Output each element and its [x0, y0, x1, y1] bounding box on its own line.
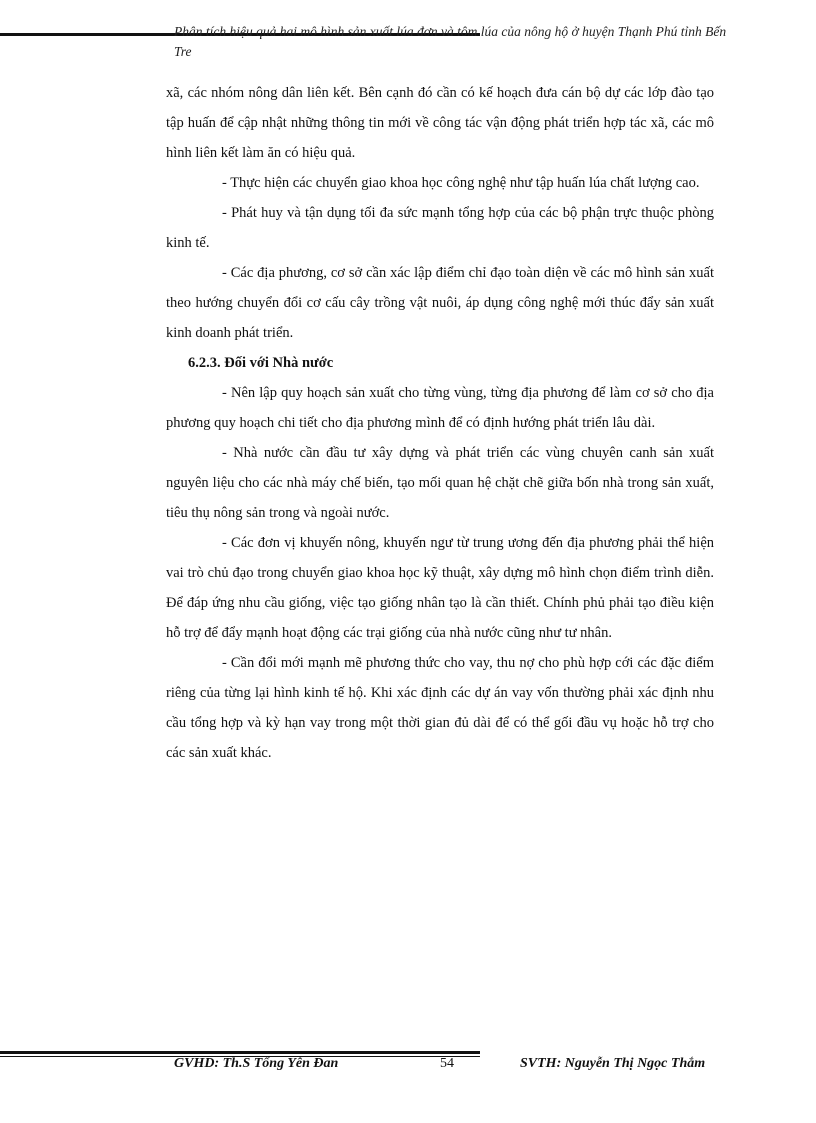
paragraph-3: - Phát huy và tận dụng tối đa sức mạnh tổng hợp của các bộ phận trực thuộc phòng kinh tế. [166, 205, 714, 251]
footer-student: SVTH: Nguyễn Thị Ngọc Thắm [520, 1056, 706, 1071]
paragraph-5: - Nên lập quy hoạch sản xuất cho từng vùng, từng địa phương để làm cơ sở cho địa phương quy hoạch chi tiết cho địa phương mình để có định hướng phát triển lâu dài. [166, 385, 714, 431]
section-heading: 6.2.3. Đối với Nhà nước [188, 355, 334, 371]
paragraph-1: xã, các nhóm nông dân liên kết. Bên cạnh đó cần có kế hoạch đưa cán bộ dự các lớp đào tạo tập huấn để cập nhật những thông tin mới về công tác vận động phát triển hợp tác xã, các mô hình liên kết làm ăn có hiệu quả. [166, 85, 714, 161]
footer-advisor: GVHD: Th.S Tống Yên Đan [174, 1056, 339, 1071]
page-body [166, 78, 714, 768]
paragraph-8: - Cần đổi mới mạnh mẽ phương thức cho vay, thu nợ cho phù hợp cới các đặc điểm riêng của từng lại hình kinh tế hộ. Khi xác định các dự án vay vốn thường phải xác định nhu cầu tổng hợp và kỳ hạn vay trong một thời gian đủ dài để có thể gối đầu vụ hoặc hỗ trợ cho các sản xuất khác. [166, 655, 714, 761]
running-header: Phân tích hiệu quả hai mô hình sản xuất lúa đơn và tôm lúa của nông hộ ở huyện Thạnh Phú tỉnh Bến Tre [174, 24, 727, 59]
paragraph-7: - Các đơn vị khuyến nông, khuyến ngư từ trung ương đến địa phương phải thể hiện vai trò chủ đạo trong chuyển giao khoa học kỹ thuật, xây dựng mô hình chọn điểm trình diễn. Để đáp ứng nhu cầu giống, việc tạo giống nhân tạo là cần thiết. Chính phủ phải tạo điều kiện hỗ trợ để đẩy mạnh hoạt động các trại giống của nhà nước cũng như tư nhân. [166, 535, 714, 641]
paragraph-4: - Các địa phương, cơ sở cần xác lập điểm chỉ đạo toàn diện về các mô hình sản xuất theo hướng chuyển đổi cơ cấu cây trồng vật nuôi, áp dụng công nghệ mới thúc đẩy sản xuất kinh doanh phát triển. [166, 265, 714, 341]
paragraph-6: - Nhà nước cần đầu tư xây dựng và phát triển các vùng chuyên canh sản xuất nguyên liệu cho các nhà máy chế biến, tạo mối quan hệ chặt chẽ giữa bốn nhà trong sản xuất, tiêu thụ nông sản trong và ngoài nước. [166, 445, 714, 521]
footer-rule [0, 1051, 480, 1054]
page-number: 54 [440, 1056, 454, 1071]
paragraph-2: - Thực hiện các chuyển giao khoa học công nghệ như tập huấn lúa chất lượng cao. [222, 175, 700, 191]
